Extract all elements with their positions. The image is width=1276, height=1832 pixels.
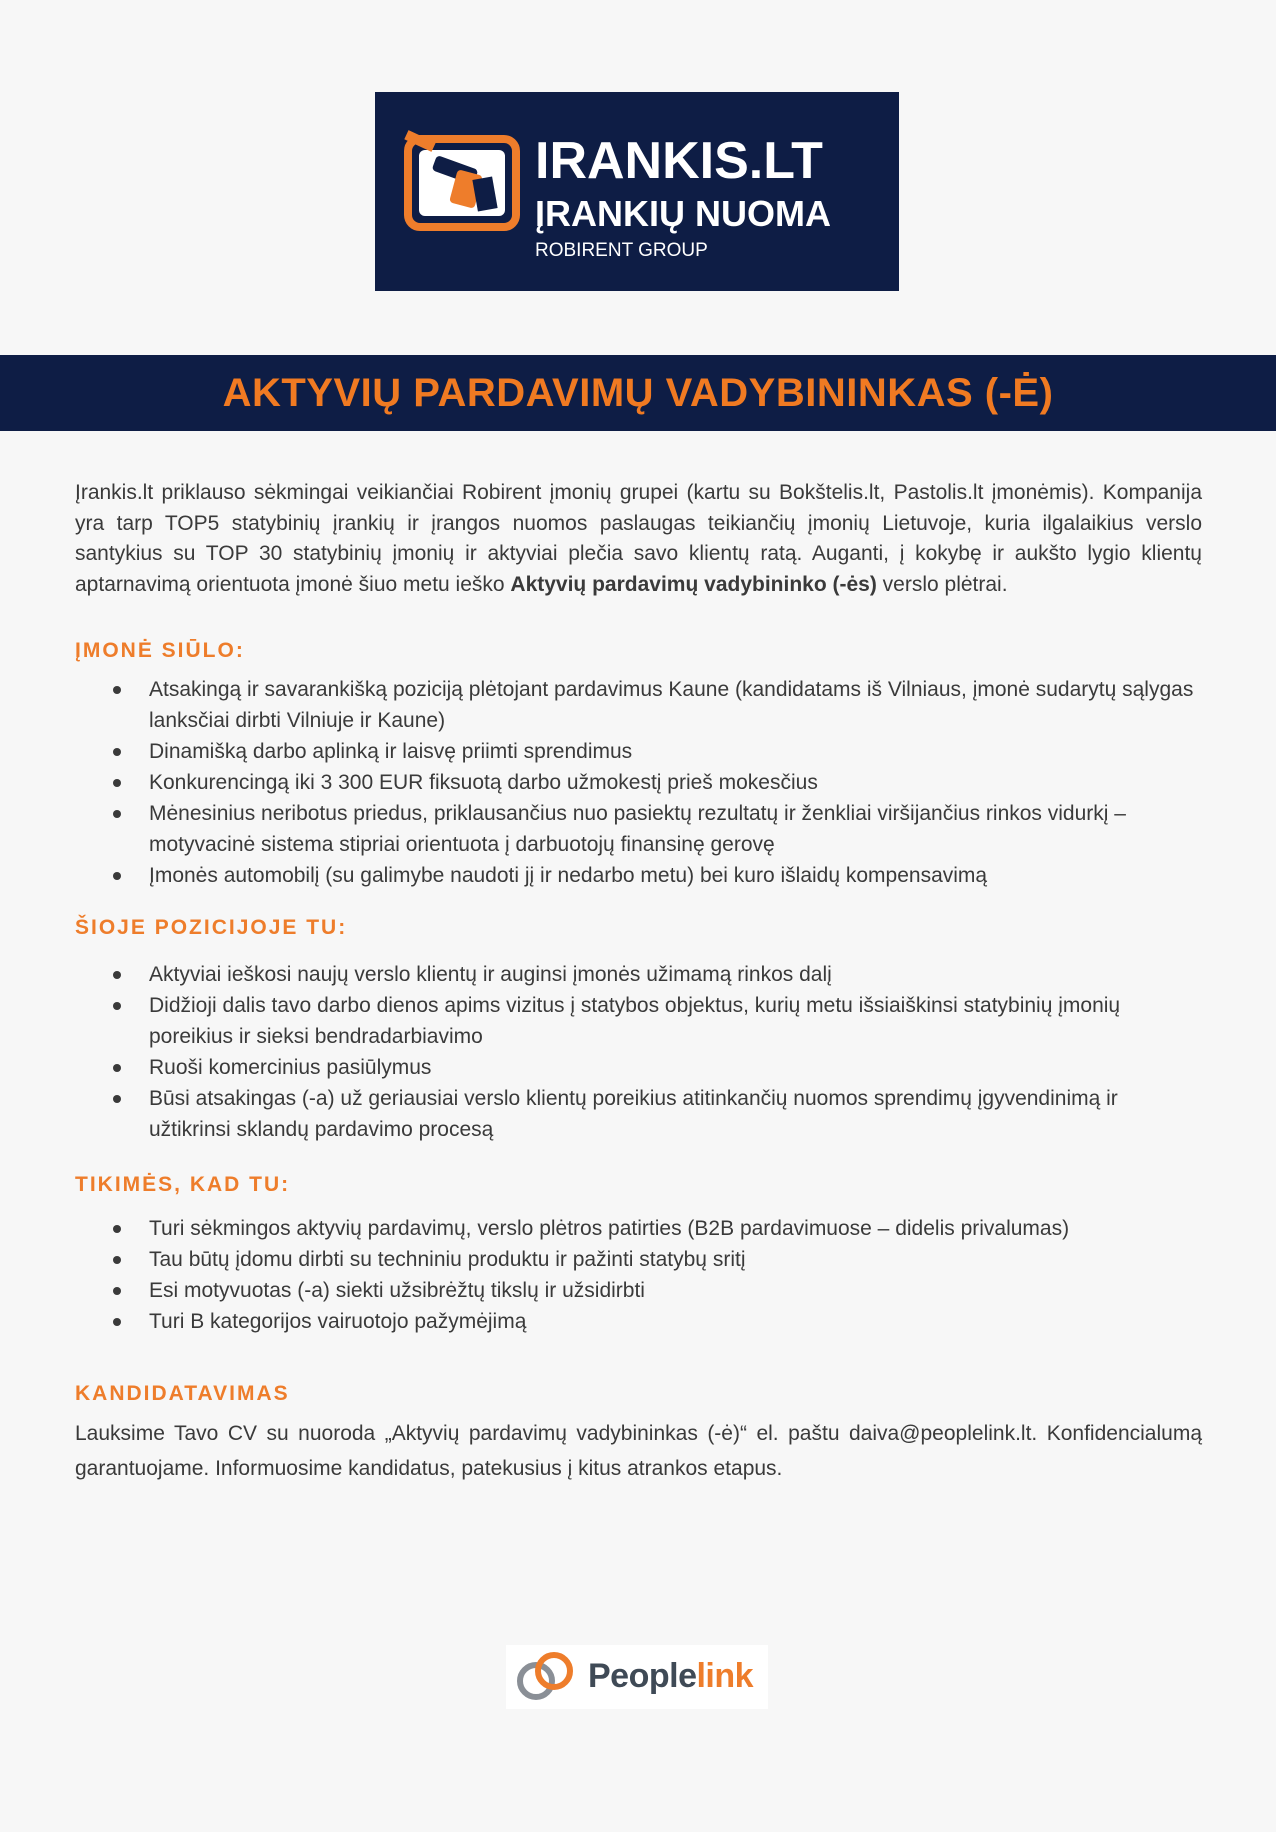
title-banner <box>0 355 1276 431</box>
svg-text:ĮRANKIŲ NUOMA: ĮRANKIŲ NUOMA <box>535 193 831 234</box>
intro-text-end: verslo plėtrai. <box>876 572 1008 596</box>
list-item: Įmonės automobilį (su galimybe naudoti jį ir nedarbo metu) bei kuro išlaidų kompensavimą <box>75 860 1202 891</box>
list-item: Turi sėkmingos aktyvių pardavimų, verslo plėtros patirties (B2B pardavimuose – didelis privalumas) <box>75 1213 1202 1244</box>
offers-heading: ĮMONĖ SIŪLO: <box>75 639 245 662</box>
wordmark-link: link <box>696 1657 754 1695</box>
list-item: Atsakingą ir savarankišką poziciją plėtojant pardavimus Kaune (kandidatams iš Vilniaus, įmonė sudarytų sąlygas lanksčiai dirbti Vilniuje ir Kaune) <box>75 674 1202 736</box>
list-item: Turi B kategorijos vairuotojo pažymėjimą <box>75 1306 1202 1337</box>
list-item: Tau būtų įdomu dirbti su techniniu produktu ir pažinti statybų sritį <box>75 1244 1202 1275</box>
peoplelink-wordmark <box>588 1657 753 1696</box>
list-item: Dinamišką darbo aplinką ir laisvę priimti sprendimus <box>75 736 1202 767</box>
intro-bold-position: Aktyvių pardavimų vadybininko (-ės) <box>510 572 877 596</box>
role-heading: ŠIOJE POZICIJOJE TU: <box>75 916 348 939</box>
list-item: Aktyviai ieškosi naujų verslo klientų ir auginsi įmonės užimamą rinkos dalį <box>75 959 1202 990</box>
list-item: Ruoši komercinius pasiūlymus <box>75 1052 1202 1083</box>
job-title: AKTYVIŲ PARDAVIMŲ VADYBININKAS (-Ė) <box>222 370 1054 415</box>
list-item: Mėnesinius neribotus priedus, priklausančius nuo pasiektų rezultatų ir ženkliai viršijančius rinkos vidurkį – motyvacinė sistema stipriai orientuota į darbuotojų finansinę gerovę <box>75 798 1202 860</box>
list-item: Konkurencingą iki 3 300 EUR fiksuotą darbo užmokestį prieš mokesčius <box>75 767 1202 798</box>
offers-list <box>75 674 1202 891</box>
svg-text:IRANKIS.LT: IRANKIS.LT <box>535 132 823 190</box>
company-logo <box>375 92 899 291</box>
drill-icon <box>375 92 899 291</box>
main-content <box>75 478 1202 1486</box>
peoplelink-rings-icon <box>506 1645 586 1709</box>
list-item: Būsi atsakingas (-a) už geriausiai verslo klientų poreikius atitinkančių nuomos sprendimų įgyvendinimą ir užtikrinsi sklandų pardavimo procesą <box>75 1083 1202 1145</box>
apply-heading: KANDIDATAVIMAS <box>75 1382 290 1405</box>
intro-text: Įrankis.lt priklauso sėkmingai veikiančiai Robirent įmonių grupei (kartu su Bokštelis.lt, Pastolis.lt įmonėmis). Kompanija yra tarp TOP5 statybinių įrankių ir įrangos nuomos paslaugas teikiančių įmonių Lietuvoje, kuria ilgalaikius verslo santykius su TOP 30 statybinių įmonių ir aktyviai plečia savo klientų ratą. Auganti, į kokybę ir aukšto lygio klientų aptarnavimą orientuota įmonė šiuo metu ieško <box>75 481 1202 596</box>
expect-list <box>75 1213 1202 1337</box>
list-item: Esi motyvuotas (-a) siekti užsibrėžtų tikslų ir užsidirbti <box>75 1275 1202 1306</box>
expect-heading: TIKIMĖS, KAD TU: <box>75 1173 291 1196</box>
wordmark-people: People <box>588 1657 697 1695</box>
svg-text:ROBIRENT GROUP: ROBIRENT GROUP <box>535 240 708 261</box>
role-list <box>75 959 1202 1145</box>
apply-text: Lauksime Tavo CV su nuoroda „Aktyvių pardavimų vadybininkas (-ė)“ el. paštu daiva@peoplelink.lt. Konfidencialumą garantuojame. Informuosime kandidatus, patekusius į kitus atrankos etapus. <box>75 1422 1202 1480</box>
list-item: Didžioji dalis tavo darbo dienos apims vizitus į statybos objektus, kurių metu išsiaiškinsi statybinių įmonių poreikius ir sieksi bendradarbiavimo <box>75 990 1202 1052</box>
peoplelink-logo <box>506 1645 768 1709</box>
intro-paragraph <box>75 478 1202 600</box>
